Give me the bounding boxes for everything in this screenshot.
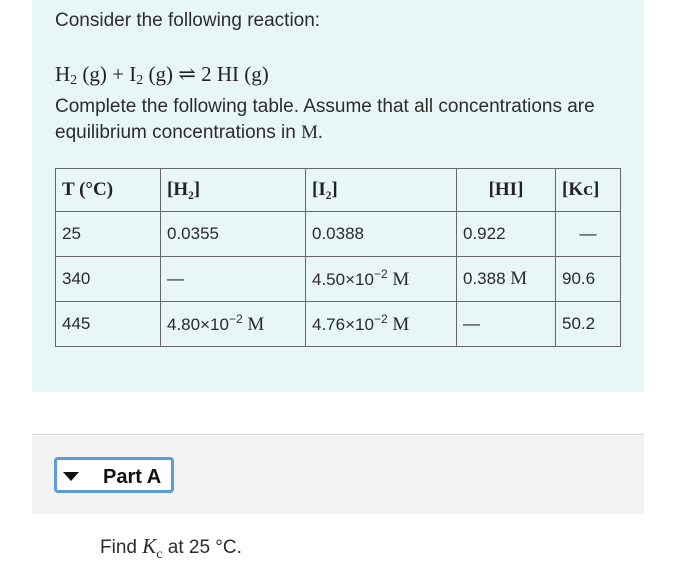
cell-i2-unit: M [387, 269, 410, 290]
question-text [100, 534, 242, 563]
reaction-mid: (g) + I [77, 62, 137, 86]
cell-hi-unit: M [505, 268, 528, 289]
caret-down-icon [63, 472, 79, 481]
cell-kc: 90.6 [556, 257, 621, 302]
reaction-h-sub: 2 [70, 73, 78, 88]
reaction-rest: (g) ⇌ 2 HI (g) [143, 62, 269, 86]
intro-text: Consider the following reaction: [55, 10, 321, 31]
reaction-equation [55, 62, 269, 89]
question-symbol-sub: c [156, 546, 163, 562]
table-row [56, 302, 621, 347]
instruction-text [55, 94, 615, 146]
cell-i2-exponent: −2 [373, 267, 388, 281]
cell-h2-unit: M [242, 314, 265, 335]
cell-hi: 0.922 [457, 212, 556, 257]
question-symbol: K [142, 534, 157, 558]
cell-i2-mantissa: 4.76×10 [312, 315, 374, 334]
question-suffix: at 25 °C. [162, 537, 242, 558]
cell-i2-unit: M [387, 314, 410, 335]
cell-h2: — [161, 257, 306, 302]
header-i2: [I₂] [306, 169, 457, 212]
header-kc: [Kᴄ] [556, 169, 621, 212]
data-table [55, 168, 621, 347]
cell-i2-exponent: −2 [373, 312, 388, 326]
section-divider [32, 434, 644, 435]
header-hi: [HI] [457, 169, 556, 212]
part-a-toggle-button[interactable] [54, 457, 174, 493]
cell-t: 445 [56, 302, 161, 347]
table-header-row [56, 169, 621, 212]
cell-h2 [161, 302, 306, 347]
cell-kc: — [556, 212, 621, 257]
cell-h2-exponent: −2 [228, 312, 243, 326]
instruction-unit: M. [301, 122, 323, 143]
cell-i2: 0.0388 [306, 212, 457, 257]
part-a-label: Part A [103, 466, 162, 488]
reaction-h: H [55, 62, 71, 86]
cell-hi-value: 0.388 [463, 269, 506, 288]
cell-kc: 50.2 [556, 302, 621, 347]
reaction-i-sub: 2 [136, 73, 144, 88]
header-h2: [H₂] [161, 169, 306, 212]
header-temperature: T (°C) [56, 169, 161, 212]
cell-i2-mantissa: 4.50×10 [312, 270, 374, 289]
cell-t: 340 [56, 257, 161, 302]
table-row [56, 257, 621, 302]
cell-h2: 0.0355 [161, 212, 306, 257]
cell-hi: — [457, 302, 556, 347]
cell-i2 [306, 302, 457, 347]
table-row [56, 212, 621, 257]
cell-hi [457, 257, 556, 302]
instruction-body: Complete the following table. Assume that all concentrations are equilibrium concentrations in [55, 96, 595, 143]
question-prefix: Find [100, 537, 143, 558]
cell-i2 [306, 257, 457, 302]
cell-h2-mantissa: 4.80×10 [167, 315, 229, 334]
cell-t: 25 [56, 212, 161, 257]
